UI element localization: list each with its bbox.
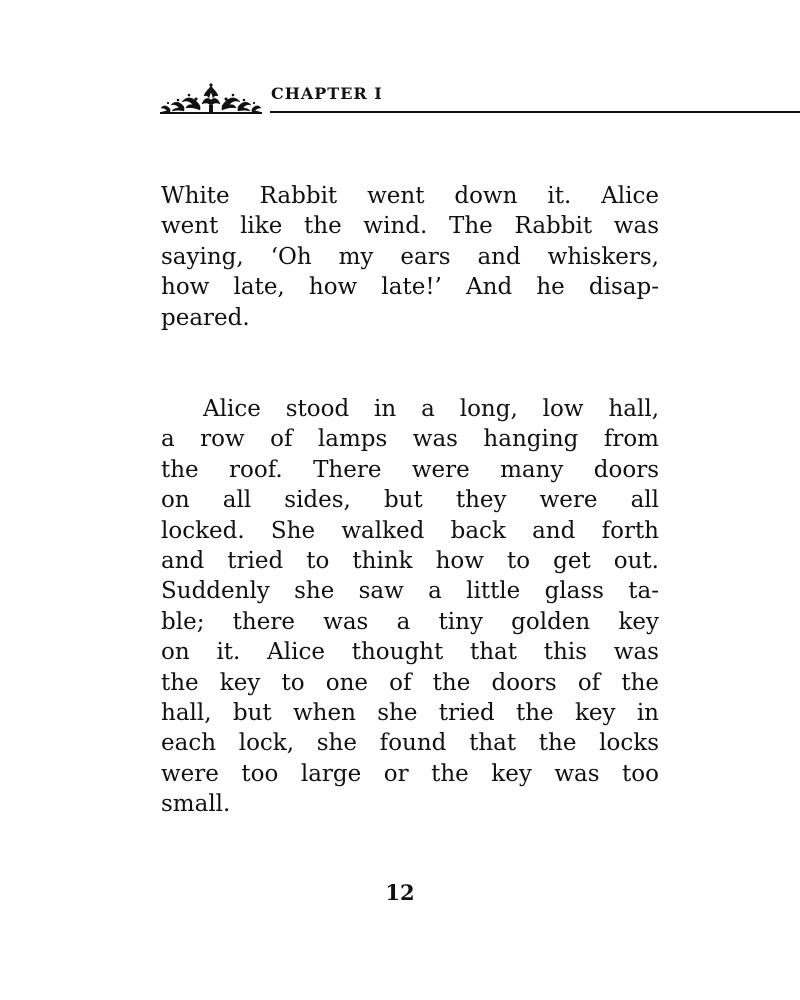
text-line: each lock, she found that the locks	[161, 730, 659, 757]
paragraph-1	[161, 181, 659, 333]
text-line: peared.	[161, 304, 250, 331]
page-number: 12	[385, 880, 415, 905]
text-line: a row of lamps was hanging from	[161, 426, 659, 453]
text-line: were too large or the key was too	[161, 760, 659, 787]
text-line: and tried to think how to get out.	[161, 547, 659, 574]
paragraph-2	[161, 394, 659, 819]
text-line: saying, ‘Oh my ears and whiskers,	[161, 243, 659, 270]
text-line: hall, but when she tried the key in	[161, 699, 659, 726]
text-line: ble; there was a tiny golden key	[161, 608, 659, 635]
text-line: Suddenly she saw a little glass ta-	[161, 578, 659, 605]
text-line: on it. Alice thought that this was	[161, 639, 659, 666]
text-line: small.	[161, 791, 231, 818]
header-rule	[270, 111, 800, 113]
text-line: White Rabbit went down it. Alice	[161, 183, 659, 209]
chapter-title: CHAPTER I	[271, 84, 383, 103]
floral-ornament-icon	[160, 82, 262, 116]
text-line: the roof. There were many doors	[161, 456, 659, 483]
text-line: went like the wind. The Rabbit was	[161, 213, 659, 240]
text-line: the key to one of the doors of the	[161, 669, 659, 696]
text-line: on all sides, but they were all	[161, 487, 659, 514]
text-line: Alice stood in a long, low hall,	[203, 396, 659, 422]
text-line: how late, how late!’ And he disap-	[161, 274, 659, 301]
text-line: locked. She walked back and forth	[161, 517, 659, 544]
chapter-header	[160, 80, 800, 120]
